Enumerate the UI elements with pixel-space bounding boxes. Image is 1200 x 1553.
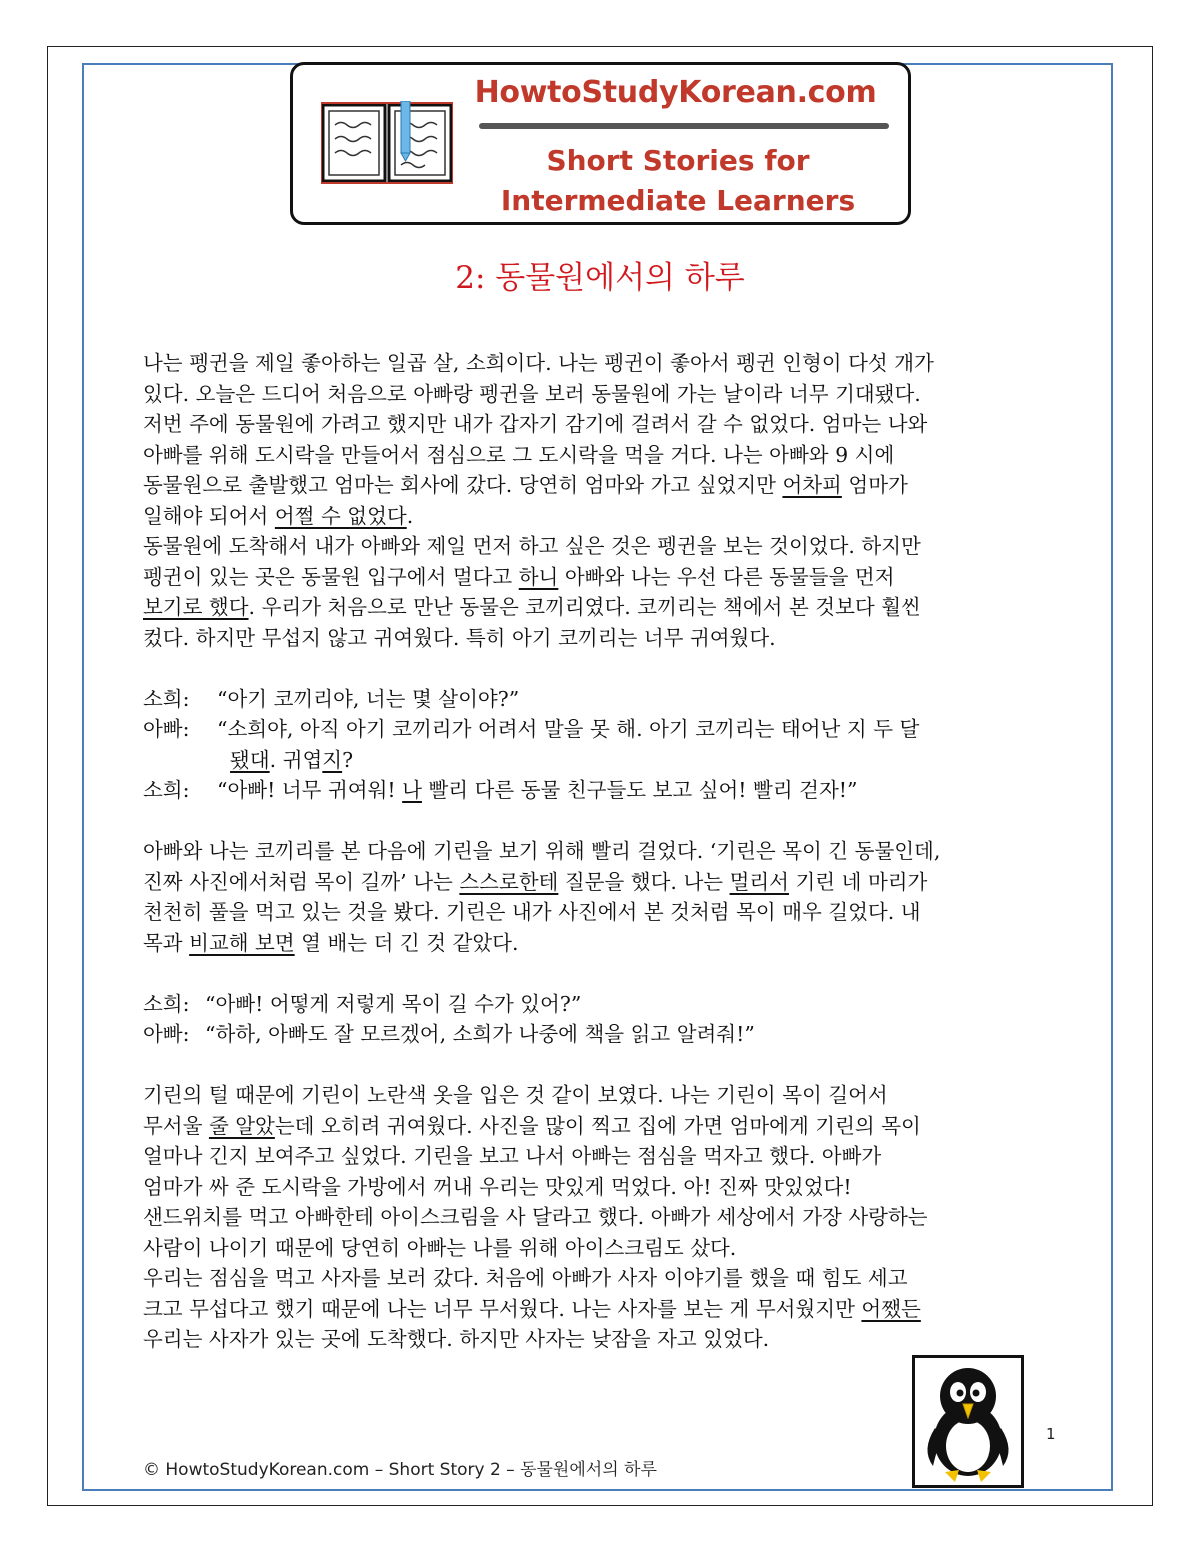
speaker: 아빠: — [143, 1022, 190, 1046]
paragraph-3 — [143, 836, 1073, 958]
penguin-mascot — [912, 1355, 1024, 1488]
text-line: 나는 펭귄을 제일 좋아하는 일곱 살, 소희이다. 나는 펭귄이 좋아서 펭귄 인형이 다섯 개가 — [143, 351, 934, 375]
series-subtitle — [468, 141, 888, 221]
text-line: 기린의 털 때문에 기린이 노란색 옷을 입은 것 같이 보였다. 나는 기린이 목이 길어서 — [143, 1083, 888, 1107]
text-line: 보기로 했다. 우리가 처음으로 만난 동물은 코끼리였다. 코끼리는 책에서 본 것보다 훨씬 — [143, 595, 921, 619]
paragraph-2 — [143, 531, 1073, 653]
speaker: 소희: — [143, 991, 190, 1016]
speaker: 소희: — [143, 686, 190, 711]
vocab-underline: 스스로한테 — [459, 869, 559, 894]
subtitle-line-1: Short Stories for — [546, 144, 810, 177]
story-body — [143, 348, 1073, 1355]
text-line: 일해야 되어서 어쩔 수 없었다. — [143, 503, 414, 528]
dialogue-line: 소희: “아기 코끼리야, 너는 몇 살이야?” — [143, 684, 1073, 715]
text-line: 얼마나 긴지 보여주고 싶었다. 기린을 보고 나서 아빠는 점심을 먹자고 했다. 아빠가 — [143, 1144, 882, 1168]
vocab-underline: 어차피 — [782, 473, 842, 497]
text-line: 우리는 점심을 먹고 사자를 보러 갔다. 처음에 아빠가 사자 이야기를 했을 때 힘도 세고 — [143, 1266, 908, 1290]
text-line: 무서울 줄 알았는데 오히려 귀여웠다. 사진을 많이 찍고 집에 가면 엄마에게 기린의 목이 — [143, 1113, 921, 1138]
text-line: 저번 주에 동물원에 가려고 했지만 내가 갑자기 감기에 걸려서 갈 수 없었다. 엄마는 나와 — [143, 412, 928, 436]
speaker: 소희: — [143, 778, 190, 802]
footer-copyright: © HowtoStudyKorean.com – Short Story 2 – 동물원에서의 하루 — [143, 1460, 657, 1480]
text-line: 우리는 사자가 있는 곳에 도착했다. 하지만 사자는 낮잠을 자고 있었다. — [143, 1327, 770, 1351]
vocab-underline: 됐대 — [230, 747, 270, 772]
text-line: 진짜 사진에서처럼 목이 길까’ 나는 스스로한테 질문을 했다. 나는 멀리서 기린 네 마리가 — [143, 869, 928, 894]
text-line: 아빠와 나는 코끼리를 본 다음에 기린을 보기 위해 빨리 걸었다. ‘기린은 목이 긴 동물인데, — [143, 839, 941, 863]
vocab-underline: 줄 알았 — [208, 1113, 275, 1138]
text-line: 천천히 풀을 먹고 있는 것을 봤다. 기린은 내가 사진에서 본 것처럼 목이 매우 길었다. 내 — [143, 900, 921, 924]
text-line: 크고 무섭다고 했기 때문에 나는 너무 무서웠다. 나는 사자를 보는 게 무서웠지만 어쨌든 — [143, 1296, 921, 1321]
vocab-underline: 하니 — [518, 564, 559, 589]
text-line: 컸다. 하지만 무섭지 않고 귀여웠다. 특히 아기 코끼리는 너무 귀여웠다. — [143, 625, 776, 650]
text-line: 동물원에 도착해서 내가 아빠와 제일 먼저 하고 싶은 것은 펭귄을 보는 것이었다. 하지만 — [143, 534, 921, 558]
speaker: 아빠: — [143, 717, 190, 741]
penguin-icon — [915, 1358, 1021, 1485]
paragraph-1 — [143, 348, 1073, 531]
story-title: 2: 동물원에서의 하루 — [455, 260, 745, 296]
text-line: 사람이 나이기 때문에 당연히 아빠는 나를 위해 아이스크림도 샀다. — [143, 1235, 737, 1260]
brand-name: HowtoStudyKorean.com — [474, 75, 877, 110]
open-book-icon — [321, 101, 453, 185]
text-line: 동물원으로 출발했고 엄마는 회사에 갔다. 당연히 엄마와 가고 싶었지만 어차피 엄마가 — [143, 473, 908, 497]
text-line: 있다. 오늘은 드디어 처음으로 아빠랑 펭귄을 보러 동물원에 가는 날이라 너무 기대됐다. — [143, 381, 921, 406]
text-line: 목과 비교해 보면 열 배는 더 긴 것 같았다. — [143, 930, 519, 955]
dialogue-line: 소희: “아빠! 너무 귀여워! 나 빨리 다른 동물 친구들도 보고 싶어! 빨리 걷자!” — [143, 775, 1073, 806]
text-line: 펭귄이 있는 곳은 동물원 입구에서 멀다고 하니 아빠와 나는 우선 다른 동물들을 먼저 — [143, 564, 895, 589]
page-number: 1 — [1046, 1425, 1056, 1443]
dialogue-2 — [143, 989, 1073, 1050]
dialogue-1 — [143, 684, 1073, 806]
vocab-underline: 어쩔 수 없었다 — [274, 503, 407, 528]
dialogue-line: 아빠: “하하, 아빠도 잘 모르겠어, 소희가 나중에 책을 읽고 알려줘!” — [143, 1019, 1073, 1050]
subtitle-line-2: Intermediate Learners — [500, 184, 856, 217]
dialogue-line: 아빠: “소희야, 아직 아기 코끼리가 어려서 말을 못 해. 아기 코끼리는 태어난 지 두 달 됐대. 귀엽지? — [143, 714, 1073, 775]
text-line: 아빠를 위해 도시락을 만들어서 점심으로 그 도시락을 먹을 거다. 나는 아빠와 9 시에 — [143, 442, 895, 467]
vocab-underline: 보기로 했다 — [143, 595, 249, 619]
vocab-underline: 나 — [402, 778, 422, 802]
vocab-underline: 멀리서 — [729, 869, 789, 894]
text-line: 샌드위치를 먹고 아빠한테 아이스크림을 사 달라고 했다. 아빠가 세상에서 가장 사랑하는 — [143, 1205, 928, 1229]
header-banner — [290, 62, 911, 225]
vocab-underline: 지 — [322, 747, 343, 772]
paragraph-4 — [143, 1080, 1073, 1355]
text-line: 엄마가 싸 준 도시락을 가방에서 꺼내 우리는 맛있게 먹었다. 아! 진짜 맛있었다! — [143, 1174, 852, 1199]
vocab-underline: 비교해 보면 — [189, 930, 295, 955]
brand-divider — [479, 123, 889, 129]
vocab-underline: 어쨌든 — [861, 1296, 921, 1321]
dialogue-line: 소희: “아빠! 어떻게 저렇게 목이 길 수가 있어?” — [143, 989, 1073, 1020]
